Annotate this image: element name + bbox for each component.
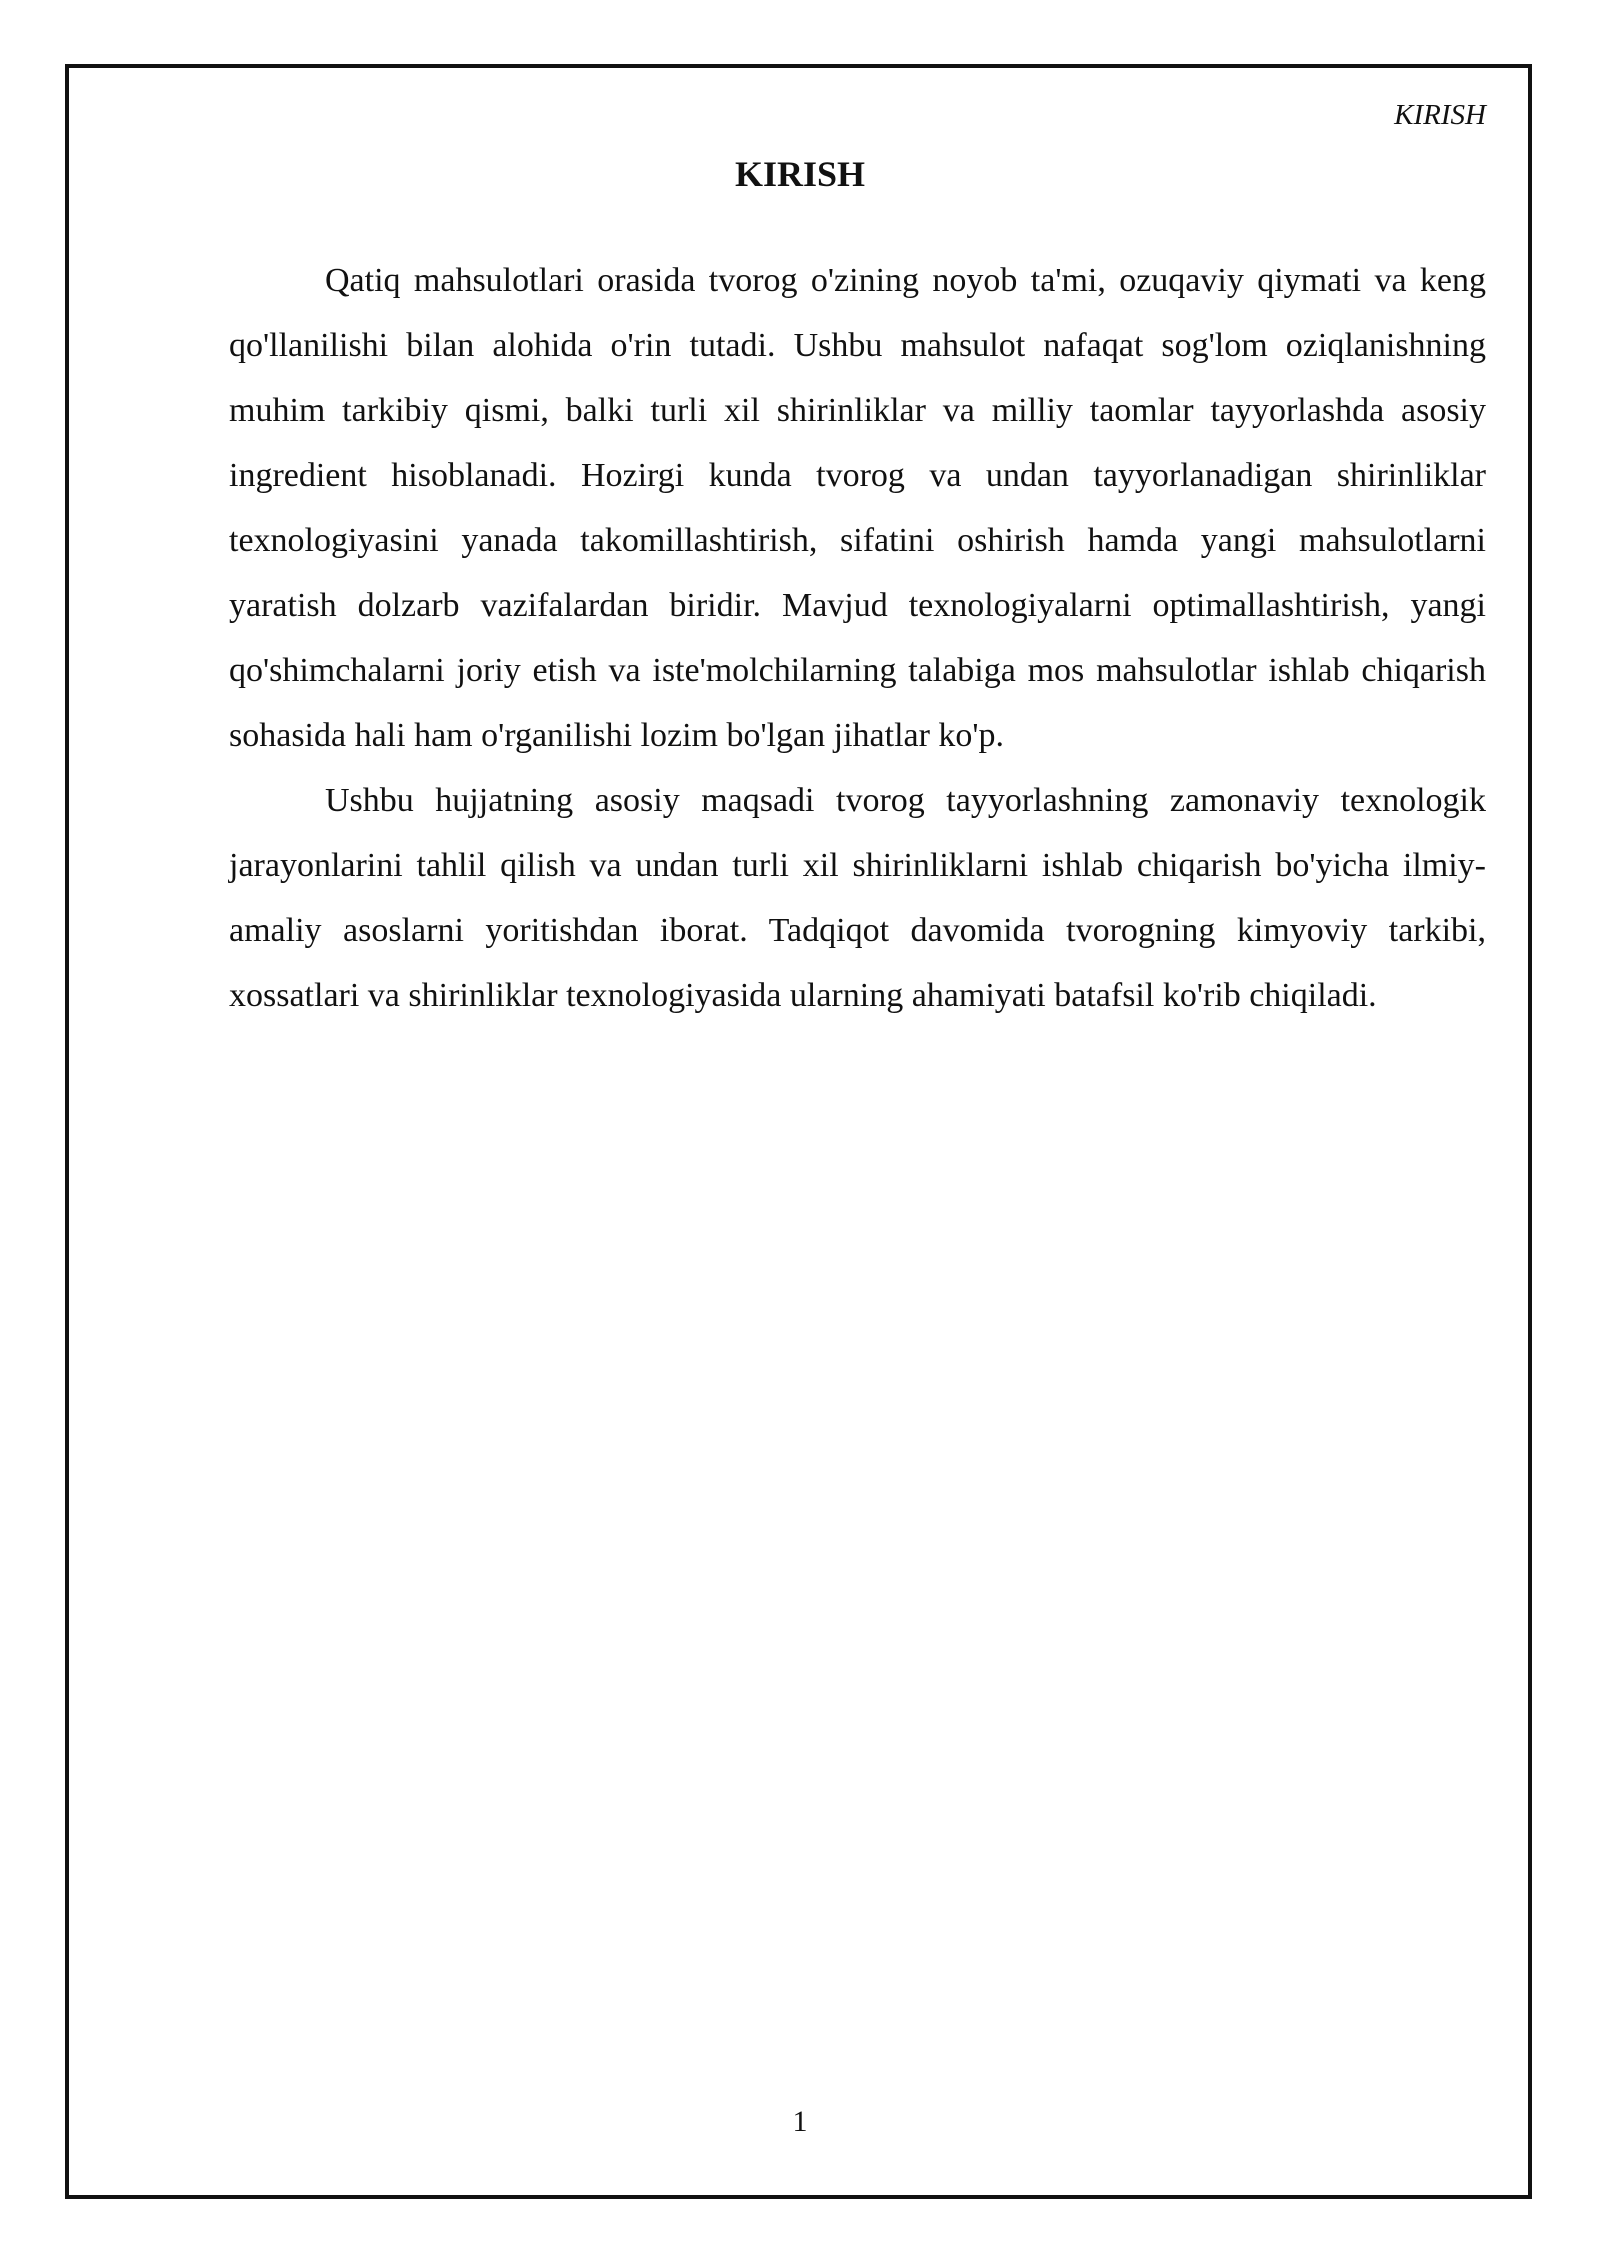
running-header: KIRISH — [1394, 99, 1486, 131]
paragraph-1: Qatiq mahsulotlari orasida tvorog o'zining noyob ta'mi, ozuqaviy qiymati va keng qo'llanilishi bilan alohida o'rin tutadi. Ushbu mahsulot nafaqat sog'lom oziqlanishning muhim tarkibiy qismi, balki turli xil shirinliklar va milliy taomlar tayyorlashda asosiy ingredient hisoblanadi. Hozirgi kunda tvorog va undan tayyorlanadigan shirinliklar texnologiyasini yanada takomillashtirish, sifatini oshirish hamda yangi mahsulotlarni yaratish dolzarb vazifalardan biridir. Mavjud texnologiyalarni optimallashtirish, yangi qo'shimchalarni joriy etish va iste'molchilarning talabiga mos mahsulotlar ishlab chiqarish sohasida hali ham o'rganilishi lozim bo'lgan jihatlar ko'p. — [229, 262, 1486, 754]
document-body — [229, 248, 1486, 1028]
page-title: KIRISH — [734, 154, 866, 194]
paragraph-2: Ushbu hujjatning asosiy maqsadi tvorog tayyorlashning zamonaviy texnologik jarayonlarini tahlil qilish va undan turli xil shirinliklarni ishlab chiqarish bo'yicha ilmiy-amaliy asoslarni yoritishdan iborat. Tadqiqot davomida tvorogning kimyoviy tarkibi, xossatlari va shirinliklar texnologiyasida ularning ahamiyati batafsil ko'rib chiqiladi. — [229, 782, 1486, 1014]
page-number: 1 — [792, 2105, 808, 2138]
